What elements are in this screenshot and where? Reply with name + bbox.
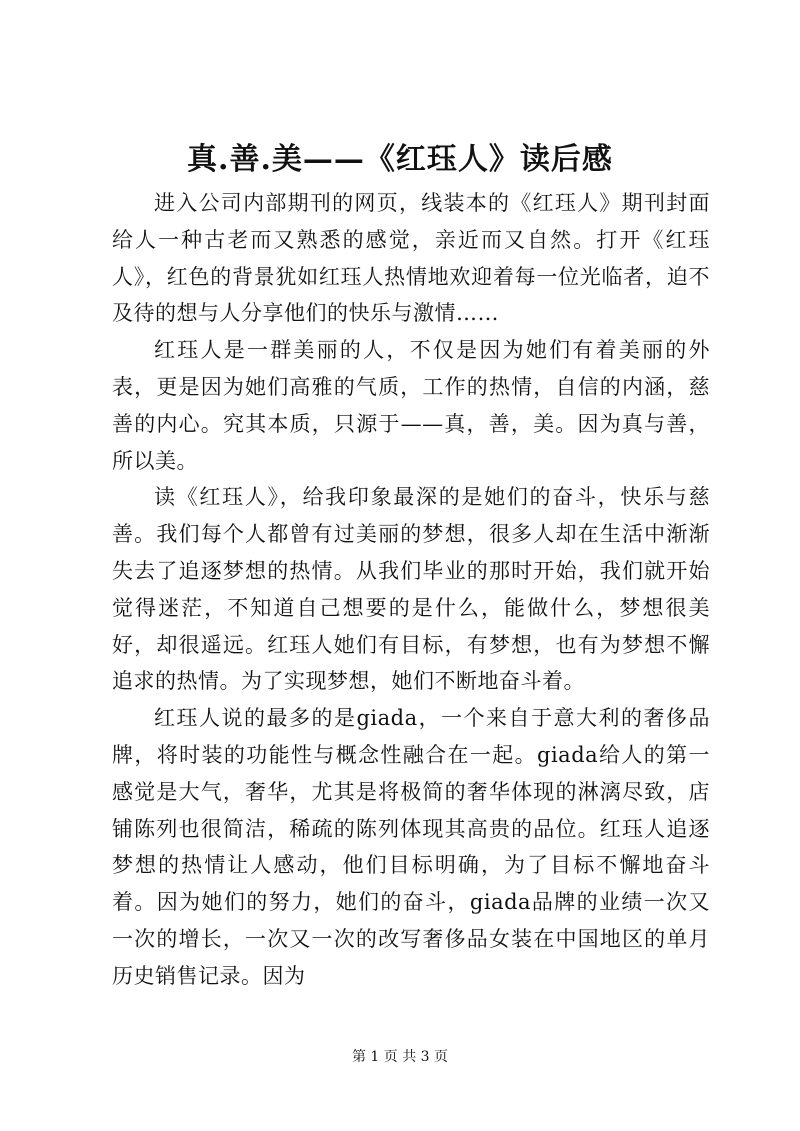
paragraph: 红珏人说的最多的是giada，一个来自于意大利的奢侈品牌，将时装的功能性与概念性融合在一起。giada给人的第一感觉是大气，奢华，尤其是将极简的奢华体现的淋漓尽致，店铺陈列也很简洁，稀疏的陈列体现其高贵的品位。红珏人追逐梦想的热情让人感动，他们目标明确，为了目标不懈地奋斗着。因为她们的努力，她们的奋斗，giada品牌的业绩一次又一次的增长，一次又一次的改写奢侈品女装在中国地区的单月历史销售记录。因为 — [112, 706, 710, 988]
page-number: 第 1 页 共 3 页 — [351, 1049, 449, 1065]
paragraph: 红珏人是一群美丽的人，不仅是因为她们有着美丽的外表，更是因为她们高雅的气质，工作的热情，自信的内涵，慈善的内心。究其本质，只源于——真，善，美。因为真与善，所以美。 — [112, 338, 710, 473]
paragraph: 读《红珏人》，给我印象最深的是她们的奋斗，快乐与慈善。我们每个人都曾有过美丽的梦想，很多人却在生活中渐渐失去了追逐梦想的热情。从我们毕业的那时开始，我们就开始觉得迷茫，不知道自己想要的是什么，能做什么，梦想很美好，却很遥远。红珏人她们有目标，有梦想，也有为梦想不懈追求的热情。为了实现梦想，她们不断地奋斗着。 — [112, 485, 710, 694]
page-title: 真.善.美——《红珏人》读后感 — [187, 142, 613, 177]
article-body — [112, 185, 710, 995]
paragraph: 进入公司内部期刊的网页，线装本的《红珏人》期刊封面给人一种古老而又熟悉的感觉，亲近而又自然。打开《红珏人》，红色的背景犹如红珏人热情地欢迎着每一位光临者，迫不及待的想与人分享他们的快乐与激情…… — [112, 191, 710, 326]
page-footer — [0, 1047, 800, 1067]
